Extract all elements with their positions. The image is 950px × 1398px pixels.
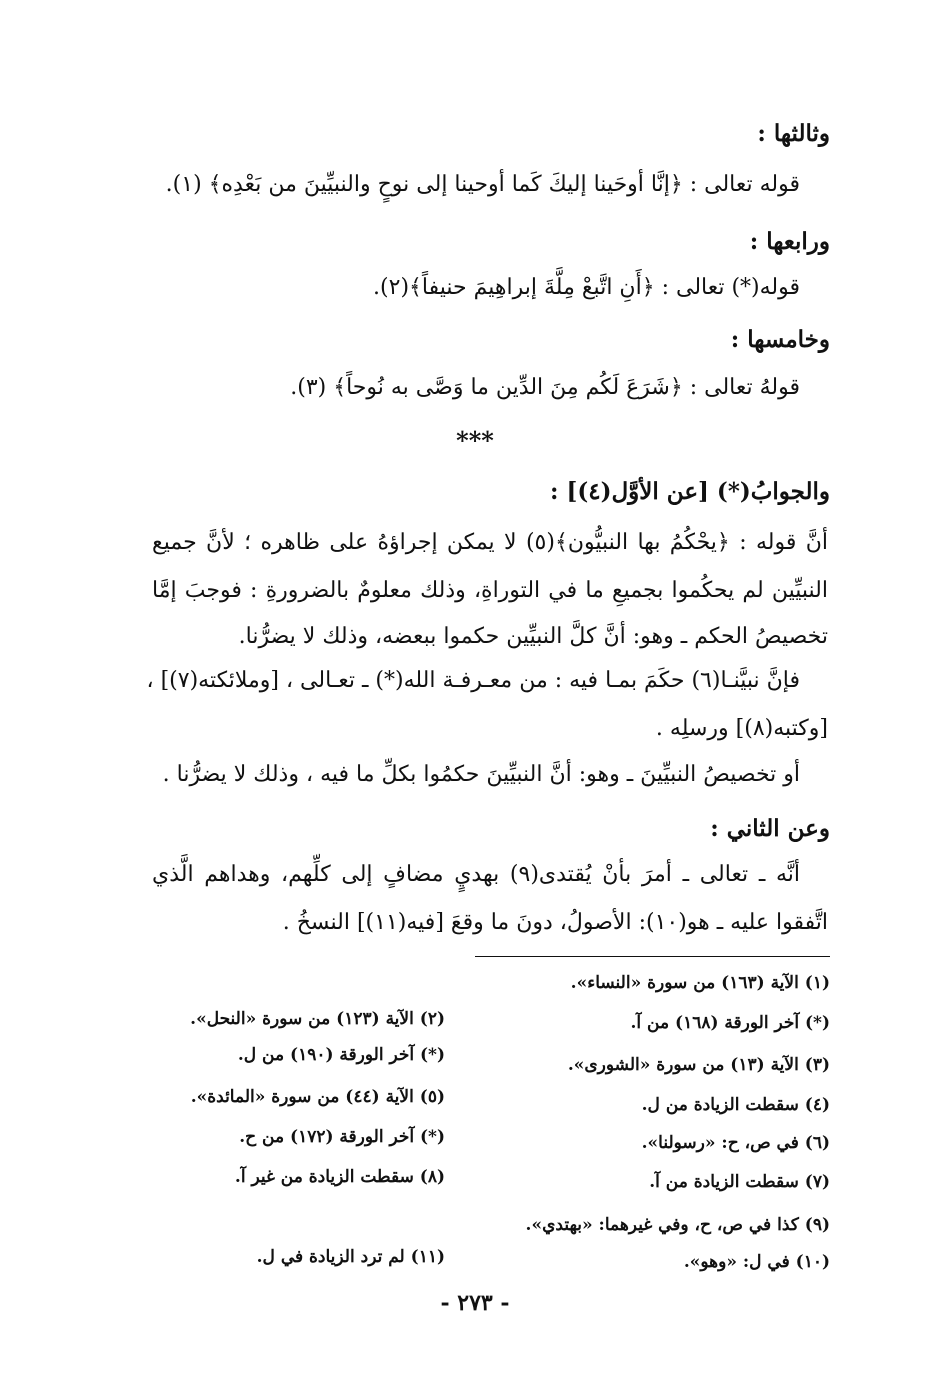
section-separator: *** — [456, 426, 494, 455]
answer-line-1: أنَّ قوله : ﴿يحْكُمُ بها النبيُّون﴾(٥) لا يمكن إجراؤهُ على ظاهره ؛ لأنَّ جميع — [152, 530, 828, 555]
footnote-7: (٧) سقطت الزيادة من آ. — [649, 1172, 830, 1192]
footnote-6: (٦) في ص، ح: «رسولنا». — [641, 1133, 830, 1153]
footnote-2: (٢) الآية (١٢٣) من سورة «النحل». — [190, 1009, 445, 1029]
answer-line-3: تخصيصُ الحكم ـ وهو: أنَّ كلَّ النبيِّين حكموا ببعضه، وذلك لا يضرُّنا. — [238, 624, 828, 649]
footnote-10: (١٠) في ل: «وهو». — [683, 1252, 830, 1272]
footnote-3: (٣) الآية (١٣) من سورة «الشورى». — [567, 1055, 830, 1075]
verse-line-third: قوله تعالى : ﴿إنَّا أوحَينا إليكَ كَما أوحينا إلى نوحٍ والنبيِّينَ من بَعْدِه﴾ (١). — [165, 172, 800, 197]
footnote-rule — [475, 956, 830, 957]
footnote-5: (٥) الآية (٤٤) من سورة «المائدة». — [190, 1087, 445, 1107]
footnote-9: (٩) كذا في ص، ح، وفي غيرهما: «بهتدي». — [525, 1215, 830, 1235]
heading-fifth: وخامسها : — [730, 326, 830, 353]
footnote-8: (٨) سقطت الزيادة من غير آ. — [234, 1167, 445, 1187]
answer-line-4: فإنَّ نبيَّنـا(٦) حكَمَ بمـا فيه : من معـرفـة الله(*) ـ تعـالى ، [وملائكته(٧)] ، — [146, 668, 800, 693]
second-line-2: اتَّفقوا عليه ـ هو(١٠): الأصولُ، دونَ ما وقعَ [فيه(١١)] النسخُ . — [282, 910, 828, 935]
footnote-1: (١) الآية (١٦٣) من سورة «النساء». — [570, 973, 830, 993]
verse-line-fifth: قولهُ تعالى : ﴿شَرَعَ لَكُم مِنَ الدِّين ما وَصَّى به نُوحاً﴾ (٣). — [290, 375, 800, 400]
answer-line-5: [وكتبه(٨)] ورسلِه . — [655, 716, 828, 741]
footnote-4: (٤) سقطت الزيادة من ل. — [641, 1095, 830, 1115]
answer-line-2: النبيِّين لم يحكُموا بجميعِ ما في التوراةِ، وذلك معلومٌ بالضرورةِ : فوجبَ إمَّا — [152, 578, 828, 603]
footnote-11: (١١) لم ترد الزيادة في ل. — [256, 1247, 445, 1267]
second-heading: وعن الثاني : — [710, 815, 830, 842]
heading-third: وثالثها : — [757, 120, 830, 147]
second-line-1: أنَّه ـ تعالى ـ أمرَ بأنْ يُقتدى(٩) بهديٍ مضافٍ إلى كلِّهم، وهداهم الَّذي — [152, 862, 800, 887]
answer-heading: والجوابُ(*) [عن الأوَّل(٤)] : — [549, 478, 830, 505]
footnote-star-3: (*) آخر الورقة (١٧٢) من ح. — [239, 1127, 445, 1147]
footnote-star-2: (*) آخر الورقة (١٩٠) من ل. — [237, 1045, 445, 1065]
heading-fourth: ورابعها : — [749, 228, 830, 255]
page-number: - ٢٧٣ - — [440, 1290, 510, 1316]
verse-line-fourth: قوله(*) تعالى : ﴿أَنِ اتَّبعْ مِلَّةَ إبراهِيمَ حنيفاً﴾(٢). — [373, 275, 800, 300]
footnote-star-1: (*) آخر الورقة (١٦٨) من آ. — [630, 1013, 830, 1033]
answer-line-6: أو تخصيصُ النبيِّينَ ـ وهو: أنَّ النبيِّينَ حكمُوا بكلِّ ما فيه ، وذلك لا يضرُّنا . — [162, 762, 800, 787]
